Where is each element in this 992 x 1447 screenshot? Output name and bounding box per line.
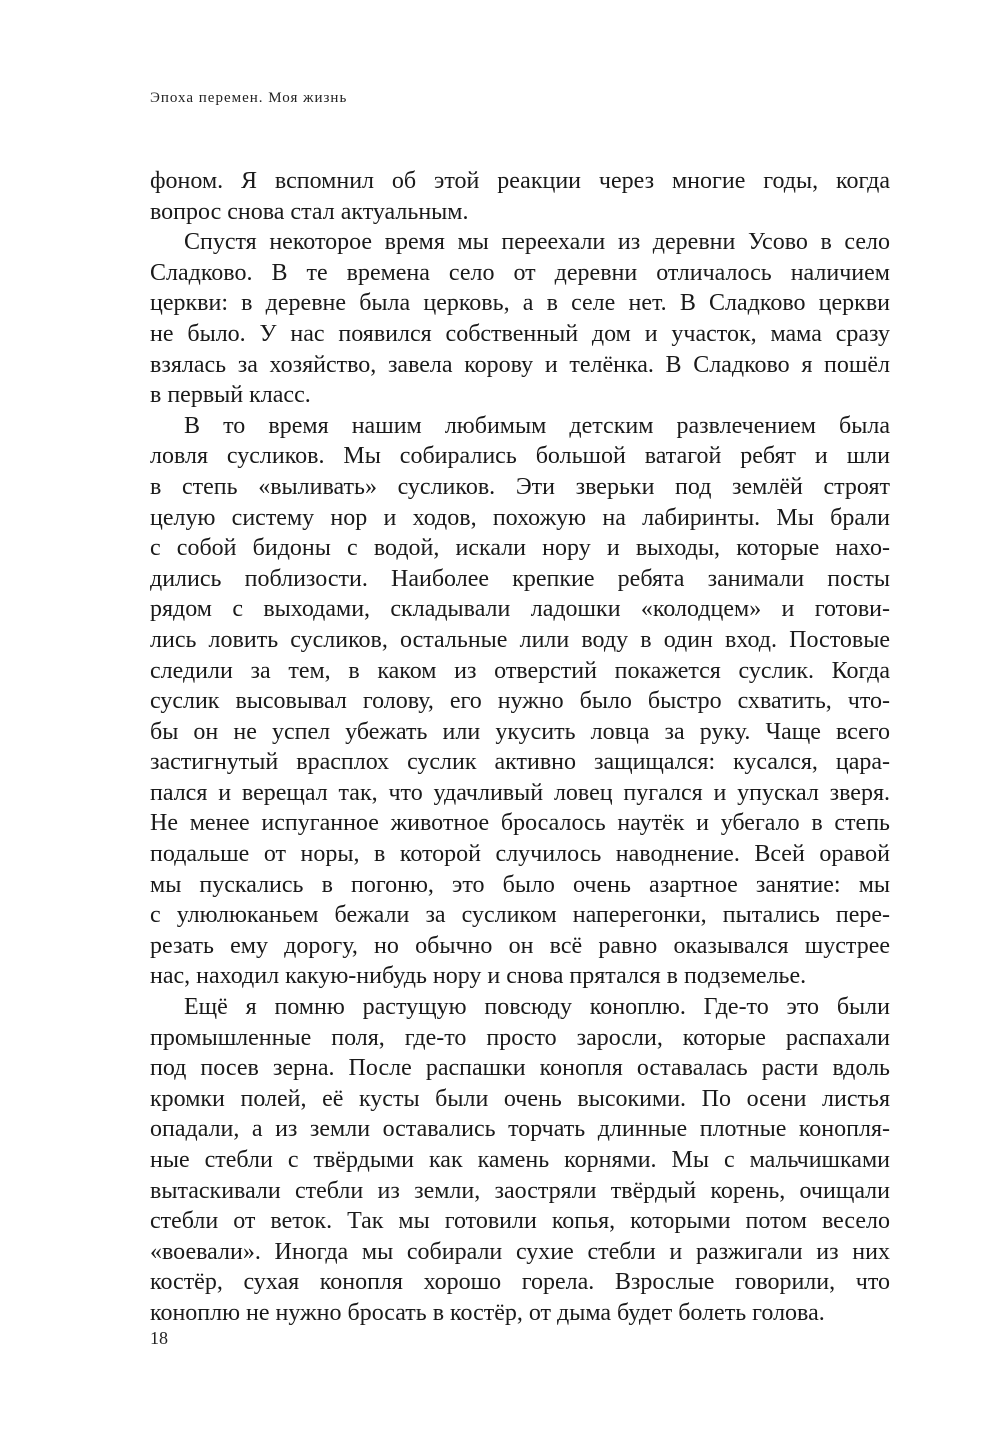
text-line: пался и верещал так, что удачливый ловец пугался и упускал зверя. — [150, 779, 890, 806]
text-line: рядом с выходами, складывали ладошки «колодцем» и готови- — [150, 596, 890, 623]
text-line: в первый класс. — [150, 382, 311, 409]
text-line: вопрос снова стал актуальным. — [150, 198, 469, 225]
text-line: бы он не успел убежать или укусить ловца за руку. Чаще всего — [150, 718, 890, 745]
text-line: с улюлюканьем бежали за сусликом наперегонки, пытались пере- — [150, 902, 890, 929]
paragraph — [150, 227, 890, 411]
text-line: лись ловить сусликов, остальные лили воду в один вход. Постовые — [150, 626, 890, 653]
text-line: с собой бидоны с водой, искали нору и выходы, которые нахо- — [150, 535, 890, 562]
running-header: Эпоха перемен. Моя жизнь — [150, 90, 348, 106]
text-line: следили за тем, в каком из отверстий покажется суслик. Когда — [150, 657, 890, 684]
text-line: фоном. Я вспомнил об этой реакции через многие годы, когда — [150, 168, 890, 194]
text-line: под посев зерна. После распашки конопля оставалась расти вдоль — [150, 1055, 890, 1082]
text-line: костёр, сухая конопля хорошо горела. Взрослые говорили, что — [150, 1269, 890, 1296]
text-line: резать ему дорогу, но обычно он всё равно оказывался шустрее — [150, 932, 890, 959]
text-line: промышленные поля, где-то просто заросли, которые распахали — [150, 1024, 890, 1051]
text-line: опадали, а из земли оставались торчать длинные плотные конопля- — [150, 1116, 890, 1143]
text-line: кромки полей, её кусты были очень высокими. По осени листья — [150, 1085, 890, 1112]
body-text — [150, 166, 890, 1329]
paragraph — [150, 166, 890, 227]
text-line: «воевали». Иногда мы собирали сухие стебли и разжигали из них — [150, 1238, 890, 1265]
text-line: в степь «выливать» сусликов. Эти зверьки под землёй строят — [150, 473, 890, 500]
text-line: ные стебли с твёрдыми как камень корнями. Мы с мальчишками — [150, 1147, 890, 1173]
text-line: целую систему нор и ходов, похожую на лабиринты. Мы брали — [150, 504, 890, 531]
text-line: подальше от норы, в которой случилось наводнение. Всей оравой — [150, 841, 890, 868]
text-line: взялась за хозяйство, завела корову и телёнка. В Сладково я пошёл — [150, 351, 890, 378]
text-line: вытаскивали стебли из земли, заостряли твёрдый корень, очищали — [150, 1177, 890, 1204]
paragraph — [150, 992, 890, 1329]
text-line: коноплю не нужно бросать в костёр, от дыма будет болеть голова. — [150, 1299, 825, 1326]
text-line: Спустя некоторое время мы переехали из деревни Усово в село — [184, 229, 890, 256]
text-line: церкви: в деревне была церковь, а в селе нет. В Сладково церкви — [150, 290, 890, 317]
text-line: стебли от веток. Так мы готовили копья, которыми потом весело — [150, 1208, 890, 1235]
page-number: 18 — [150, 1328, 168, 1348]
text-line: Ещё я помню растущую повсюду коноплю. Где-то это были — [184, 994, 890, 1021]
text-line: Сладково. В те времена село от деревни отличалось наличием — [150, 259, 890, 286]
text-line: ловля сусликов. Мы собирались большой ватагой ребят и шли — [150, 443, 890, 470]
text-line: дились поблизости. Наиболее крепкие ребята занимали посты — [150, 565, 890, 592]
text-line: застигнутый врасплох суслик активно защищался: кусался, цара- — [150, 749, 890, 776]
text-line: Не менее испуганное животное бросалось наутёк и убегало в степь — [150, 810, 890, 837]
text-line: нас, находил какую-нибудь нору и снова прятался в подземелье. — [150, 963, 807, 990]
text-line: суслик высовывал голову, его нужно было быстро схватить, что- — [150, 688, 890, 715]
text-line: не было. У нас появился собственный дом и участок, мама сразу — [150, 320, 890, 347]
text-line: мы пускались в погоню, это было очень азартное занятие: мы — [150, 871, 890, 898]
paragraph — [150, 411, 890, 992]
text-line: В то время нашим любимым детским развлечением была — [184, 412, 890, 439]
